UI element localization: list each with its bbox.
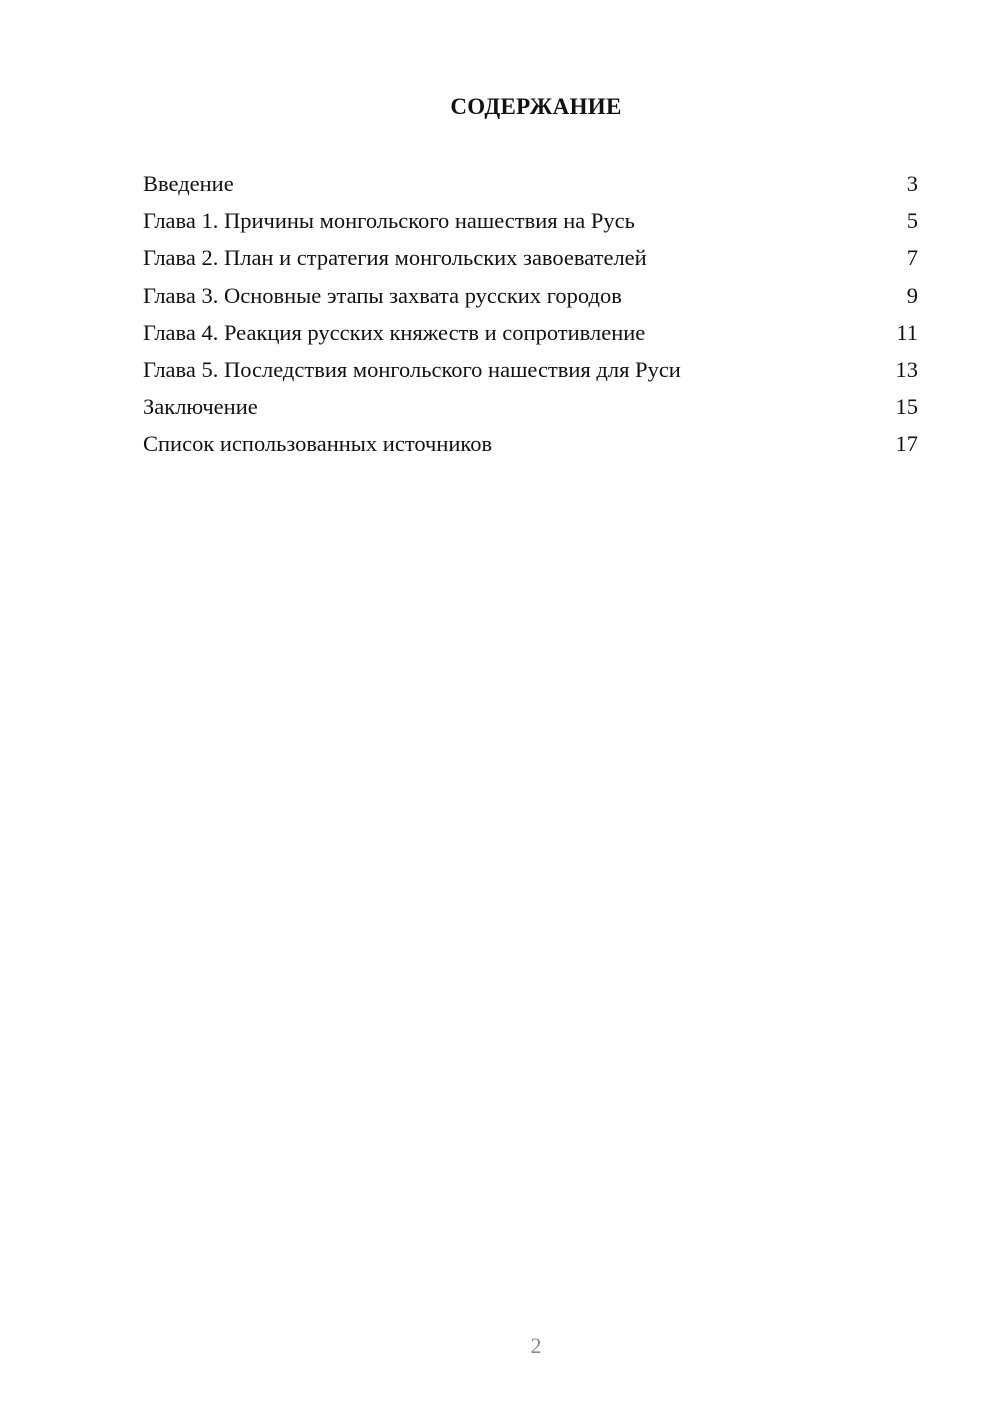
toc-entry-label: Заключение [143, 394, 258, 420]
toc-entry-page-number: 5 [906, 208, 918, 234]
toc-entry-page-number: 15 [895, 394, 918, 420]
page-title: СОДЕРЖАНИЕ [450, 94, 622, 119]
toc-entry-page-number: 7 [906, 245, 918, 271]
toc-entry-references [143, 429, 918, 466]
toc-entry-label: Введение [143, 171, 234, 196]
toc-entry-label: Глава 2. План и стратегия монгольских завоевателей [143, 245, 647, 271]
toc-entry-label: Глава 1. Причины монгольского нашествия на Русь [143, 208, 635, 234]
toc-entry-label: Глава 5. Последствия монгольского нашествия для Руси [143, 356, 681, 382]
page-number: 2 [530, 1333, 542, 1358]
table-of-contents [143, 169, 918, 467]
toc-entry-conclusion [143, 392, 918, 429]
toc-entry-page-number: 17 [895, 431, 918, 457]
toc-entry-page-number: 3 [906, 171, 918, 196]
toc-entry-page-number: 9 [906, 282, 918, 308]
toc-entry-chapter-3 [143, 281, 918, 318]
toc-entry-chapter-1 [143, 206, 918, 243]
toc-entry-chapter-4 [143, 318, 918, 355]
toc-entry-chapter-5 [143, 355, 918, 392]
toc-entry-introduction [143, 169, 918, 206]
toc-entry-label: Список использованных источников [143, 431, 493, 457]
toc-entry-page-number: 13 [895, 356, 918, 382]
toc-entry-chapter-2 [143, 243, 918, 280]
toc-entry-label: Глава 4. Реакция русских княжеств и сопротивление [143, 319, 646, 345]
toc-entry-page-number: 11 [896, 319, 918, 345]
toc-entry-label: Глава 3. Основные этапы захвата русских городов [143, 282, 622, 308]
